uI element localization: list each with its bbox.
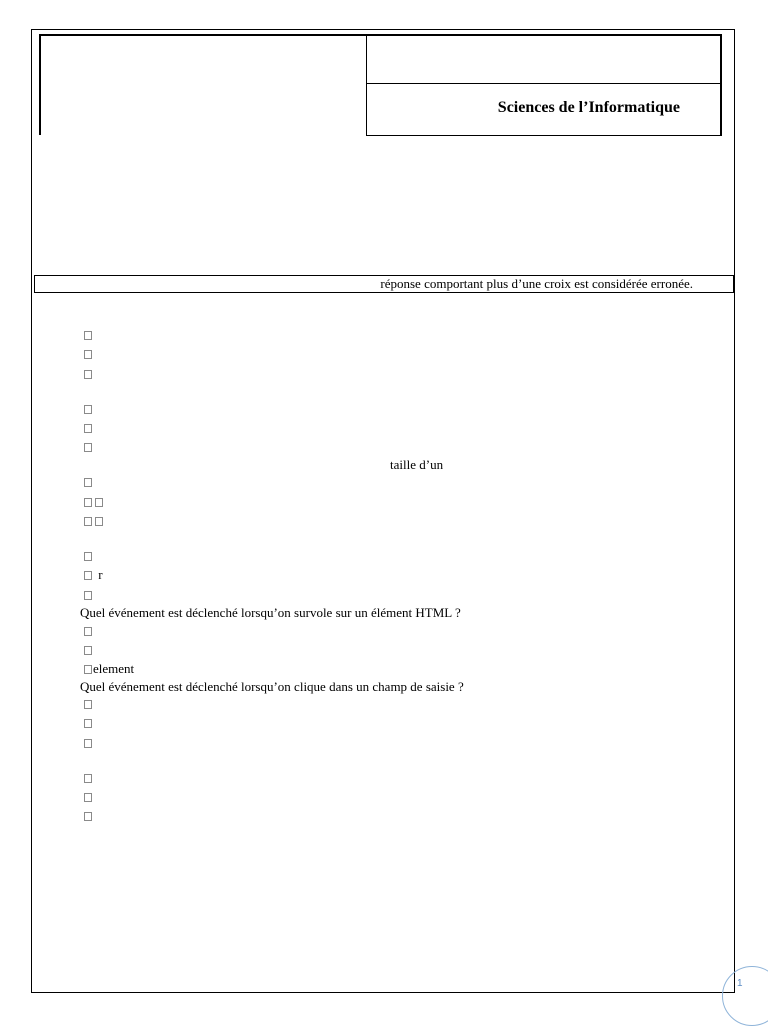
option-line [84,642,95,658]
option-line [84,789,95,805]
question-text: Quel événement est déclenché lorsqu’on survole sur un élément HTML ? [80,605,461,620]
option-line [84,366,95,382]
option-line [84,735,95,751]
instruction-bar: réponse comportant plus d’une croix est considérée erronée. [34,275,734,293]
checkbox[interactable] [84,700,92,709]
question-text: Quel événement est déclenché lorsqu’on clique dans un champ de saisie ? [80,679,464,694]
checkbox[interactable] [84,719,92,728]
subject-title: Sciences de l’Informatique [497,99,680,116]
checkbox[interactable] [84,350,92,359]
checkbox[interactable] [84,424,92,433]
checkbox[interactable] [84,443,92,452]
option-line [84,474,95,490]
option-line [84,696,95,712]
header-row-divider [367,83,720,84]
checkbox[interactable] [84,331,92,340]
checkbox[interactable] [84,774,92,783]
option-line [84,346,95,362]
checkbox[interactable] [84,739,92,748]
option-line [84,770,95,786]
checkbox[interactable] [84,571,92,580]
checkbox[interactable] [84,552,92,561]
checkbox[interactable] [84,478,92,487]
option-line [84,587,95,603]
checkbox[interactable] [84,591,92,600]
option-line [84,327,95,343]
option-line [84,661,134,677]
option-text: r [98,567,103,582]
option-line [84,439,95,455]
option-line [84,623,95,639]
option-line [84,401,95,417]
checkbox[interactable] [95,517,103,526]
checkbox[interactable] [84,665,92,674]
checkbox[interactable] [84,646,92,655]
checkbox[interactable] [95,498,103,507]
page-frame [31,29,735,993]
checkbox[interactable] [84,370,92,379]
page-number-badge [722,966,768,1026]
option-line [84,513,106,529]
checkbox[interactable] [84,498,92,507]
option-text: element [93,661,135,676]
header-left-border [39,34,41,135]
option-line [84,715,95,731]
option-line [84,420,95,436]
question-fragment: taille d’un [390,457,444,472]
page-number: 1 [737,978,743,989]
checkbox[interactable] [84,812,92,821]
option-line [84,548,95,564]
header-table [366,34,722,136]
option-line [84,494,106,510]
option-line [84,808,95,824]
option-line [84,567,103,583]
checkbox[interactable] [84,793,92,802]
checkbox[interactable] [84,627,92,636]
checkbox[interactable] [84,405,92,414]
checkbox[interactable] [84,517,92,526]
